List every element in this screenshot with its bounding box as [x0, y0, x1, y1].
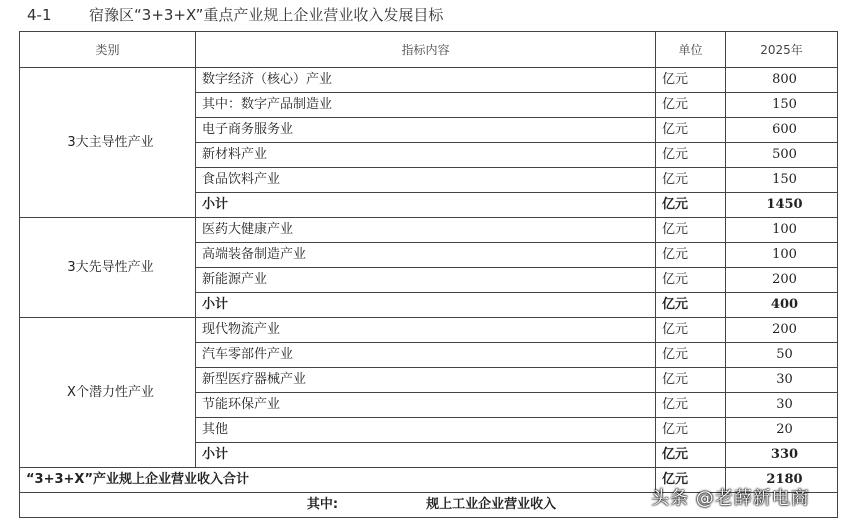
value-cell: 330: [726, 443, 838, 468]
table-row: [20, 68, 838, 93]
value-cell: 50: [726, 343, 838, 368]
unit-cell: 亿元: [656, 93, 726, 118]
indicator-cell: 小计: [196, 293, 656, 318]
indicator-cell: 电子商务服务业: [196, 118, 656, 143]
value-cell: 30: [726, 368, 838, 393]
value-cell: 400: [726, 293, 838, 318]
unit-cell: 亿元: [656, 143, 726, 168]
indicator-cell: 高端装备制造产业: [196, 243, 656, 268]
indicator-cell: 小计: [196, 443, 656, 468]
value-cell: 200: [726, 318, 838, 343]
table-row: [20, 218, 838, 243]
indicator-cell: 新型医疗器械产业: [196, 368, 656, 393]
unit-cell: 亿元: [656, 443, 726, 468]
unit-cell: 亿元: [656, 68, 726, 93]
unit-cell: 亿元: [656, 368, 726, 393]
indicator-cell: 节能环保产业: [196, 393, 656, 418]
watermark: 头条 @老薛新电商: [651, 488, 810, 509]
value-cell: 30: [726, 393, 838, 418]
header-unit: 单位: [656, 32, 726, 68]
value-cell: 500: [726, 143, 838, 168]
unit-cell: 亿元: [656, 343, 726, 368]
unit-cell: 亿元: [656, 418, 726, 443]
unit-cell: 亿元: [656, 243, 726, 268]
unit-cell: 亿元: [656, 193, 726, 218]
category-cell: X个潜力性产业: [20, 318, 196, 468]
unit-cell: 亿元: [656, 293, 726, 318]
header-year: 2025年: [726, 32, 838, 68]
unit-cell: 亿元: [656, 393, 726, 418]
header-indicator: 指标内容: [196, 32, 656, 68]
indicator-cell: 食品饮料产业: [196, 168, 656, 193]
value-cell: 800: [726, 68, 838, 93]
value-cell: 1450: [726, 193, 838, 218]
category-cell: 3大主导性产业: [20, 68, 196, 218]
indicator-cell: 汽车零部件产业: [196, 343, 656, 368]
unit-cell: 亿元: [656, 218, 726, 243]
unit-cell: 亿元: [656, 168, 726, 193]
indicator-cell: 其中：数字产品制造业: [196, 93, 656, 118]
unit-cell: 亿元: [656, 318, 726, 343]
unit-cell: 亿元: [656, 268, 726, 293]
revenue-target-table: [19, 31, 838, 518]
total-label: “3+3+X”产业规上企业营业收入合计: [20, 468, 656, 493]
value-cell: 100: [726, 218, 838, 243]
indicator-cell: 现代物流产业: [196, 318, 656, 343]
value-cell: 20: [726, 418, 838, 443]
value-cell: 200: [726, 268, 838, 293]
total-unit: 亿元: [656, 468, 726, 493]
table-row: [20, 318, 838, 343]
of-which-right: 规上工业企业营业收入: [426, 497, 557, 512]
indicator-cell: 其他: [196, 418, 656, 443]
indicator-cell: 数字经济（核心）产业: [196, 68, 656, 93]
indicator-cell: 新能源产业: [196, 268, 656, 293]
indicator-cell: 小计: [196, 193, 656, 218]
value-cell: 150: [726, 93, 838, 118]
value-cell: 150: [726, 168, 838, 193]
header-category: 类别: [20, 32, 196, 68]
indicator-cell: 新材料产业: [196, 143, 656, 168]
total-value: 2180: [726, 468, 838, 493]
caption-number: 4-1: [27, 6, 52, 24]
table-header-row: [20, 32, 838, 68]
category-cell: 3大先导性产业: [20, 218, 196, 318]
table-caption: [27, 4, 443, 26]
value-cell: 100: [726, 243, 838, 268]
of-which-left: 其中:: [306, 497, 339, 512]
unit-cell: 亿元: [656, 118, 726, 143]
indicator-cell: 医药大健康产业: [196, 218, 656, 243]
value-cell: 600: [726, 118, 838, 143]
caption-title: 宿豫区“3+3+X”重点产业规上企业营业收入发展目标: [89, 6, 444, 24]
